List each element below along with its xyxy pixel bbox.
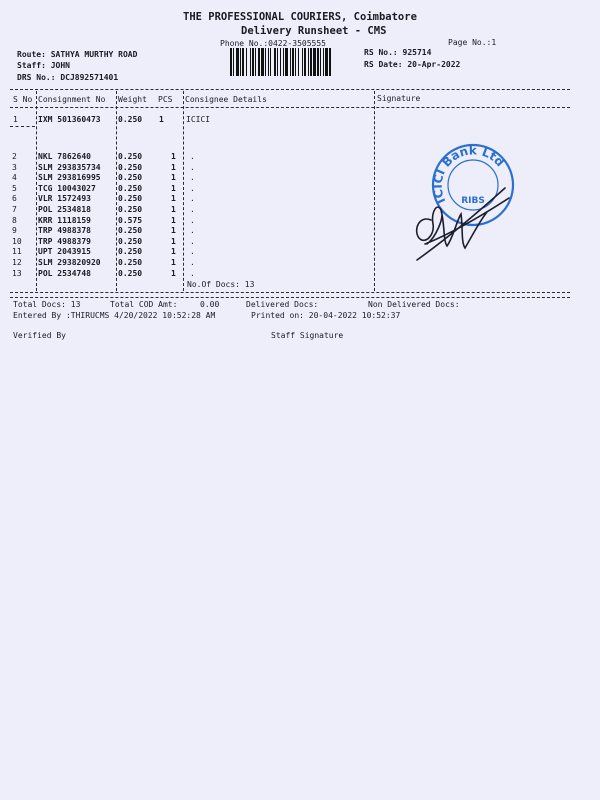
barcode-bar	[233, 48, 234, 76]
barcode-bar	[255, 48, 256, 76]
barcode-bar	[258, 48, 260, 76]
table-row	[12, 269, 226, 280]
row-consignment: SLM 293835734	[38, 162, 101, 172]
row-pcs: 1	[171, 215, 176, 225]
barcode-bar	[242, 48, 244, 76]
company-title: THE PROFESSIONAL COURIERS, Coimbatore	[183, 11, 417, 23]
barcode-bar	[329, 48, 331, 76]
row-consignment: NKL 7862640	[38, 152, 91, 161]
stamp-code: RIBS	[461, 196, 485, 206]
row-pcs: 1	[171, 204, 176, 214]
barcode-bar	[240, 48, 241, 76]
col-consignee: Consignee Details	[185, 95, 267, 104]
barcode-bar	[295, 48, 296, 76]
no-of-docs: No.Of Docs: 13	[187, 280, 255, 289]
consignment-table	[12, 152, 226, 279]
table-footer-separator	[10, 297, 570, 298]
col-signature: Signature	[377, 94, 421, 103]
phone-number: Phone No.:0422-3505555	[220, 39, 326, 48]
barcode-bar	[274, 48, 276, 76]
runsheet-subtitle: Delivery Runsheet - CMS	[241, 25, 387, 37]
row-pcs: 1	[171, 183, 176, 193]
row-sno: 2	[12, 152, 17, 161]
non-delivered-docs: Non Delivered Docs:	[368, 300, 460, 309]
row-pcs: 1	[171, 247, 176, 257]
col-pcs: PCS	[158, 95, 173, 104]
row-consignment: TCG 10043027	[38, 183, 96, 193]
row-consignee: .	[190, 226, 195, 236]
row-sno: 6	[12, 194, 17, 204]
col-consignment: Consignment No	[38, 95, 106, 104]
col-sno: S No	[13, 95, 33, 104]
barcode-bar	[283, 48, 284, 76]
row-consignee: .	[190, 194, 195, 204]
row-consignee: .	[190, 183, 195, 193]
row-pcs: 1	[171, 162, 176, 172]
barcode-bar	[285, 48, 288, 76]
row-weight: 0.250	[118, 162, 143, 172]
row-consignment: SLM 293820920	[38, 257, 101, 267]
table-row	[12, 205, 226, 216]
table-footer-separator	[10, 292, 570, 293]
barcode-bar	[317, 48, 319, 76]
total-cod-label: Total COD Amt:	[110, 300, 178, 309]
stamp-text: ICICI Bank Ltd	[430, 143, 508, 206]
barcode-bar	[325, 48, 328, 76]
page-number: Page No.:1	[448, 38, 497, 47]
handwritten-signature	[405, 180, 515, 265]
row-weight: 0.250	[118, 173, 143, 183]
row-pcs: 1	[171, 194, 176, 204]
row-weight: 0.250	[118, 152, 143, 161]
row-consignment: VLR 1572493	[38, 194, 91, 204]
row-consignee: .	[190, 162, 195, 172]
column-header-separator	[10, 107, 570, 108]
table-row	[12, 226, 226, 237]
col-weight: Weight	[118, 95, 147, 104]
row-sno: 11	[12, 247, 22, 257]
row-pcs: 1	[171, 226, 176, 236]
total-cod-value: 0.00	[200, 300, 220, 309]
row-consignment: SLM 293816995	[38, 173, 101, 183]
rs-number: RS No.: 925714	[364, 48, 432, 57]
row-consignment: KRR 1118159	[38, 215, 91, 225]
row-sno: 7	[12, 204, 17, 214]
barcode-bar	[290, 48, 291, 76]
printed-on: Printed on: 20-04-2022 10:52:37	[251, 311, 401, 320]
route: Route: SATHYA MURTHY ROAD	[17, 50, 138, 59]
barcode-bar	[270, 48, 271, 76]
row-separator	[10, 126, 35, 127]
row-consignment: POL 2534818	[38, 204, 91, 214]
row1-sno: 1	[13, 115, 18, 124]
barcode-bar	[265, 48, 266, 76]
row-sno: 13	[12, 268, 22, 278]
row-weight: 0.250	[118, 226, 143, 236]
row-sno: 10	[12, 236, 22, 246]
barcode-bar	[310, 48, 312, 76]
barcode-bar	[323, 48, 324, 76]
row-weight: 0.250	[118, 183, 143, 193]
table-row	[12, 173, 226, 184]
row-weight: 0.250	[118, 247, 143, 257]
row-pcs: 1	[171, 152, 176, 161]
row-consignment: POL 2534748	[38, 268, 91, 278]
verified-by: Verified By	[13, 331, 66, 340]
delivered-docs: Delivered Docs:	[246, 300, 319, 309]
row-consignee: .	[190, 247, 195, 257]
barcode-bar	[268, 48, 269, 76]
row-pcs: 1	[171, 236, 176, 246]
entered-by: Entered By :THIRUCMS 4/20/2022 10:52:28 AM	[13, 311, 216, 320]
header-separator	[10, 89, 570, 90]
row-weight: 0.250	[118, 236, 143, 246]
row-consignment: TRP 4988378	[38, 226, 91, 236]
table-row	[12, 184, 226, 195]
table-row	[12, 247, 226, 258]
barcode-bar	[261, 48, 264, 76]
drs-number: DRS No.: DCJ892571401	[17, 73, 119, 82]
barcode-bar	[298, 48, 299, 76]
barcode-bar	[304, 48, 306, 76]
barcode-bar	[308, 48, 309, 76]
barcode-bar	[320, 48, 321, 76]
table-row	[12, 216, 226, 227]
row1-consignee: ICICI	[186, 115, 211, 124]
row-sno: 8	[12, 215, 17, 225]
row-weight: 0.250	[118, 257, 143, 267]
col-divider	[374, 91, 375, 291]
row-sno: 5	[12, 183, 17, 193]
table-row	[12, 237, 226, 248]
row-consignee: .	[190, 268, 195, 278]
row-pcs: 1	[171, 173, 176, 183]
row-consignee: .	[190, 204, 195, 214]
barcode-bar	[252, 48, 254, 76]
row-weight: 0.250	[118, 194, 143, 204]
staff: Staff: JOHN	[17, 61, 70, 70]
staff-signature: Staff Signature	[271, 331, 344, 340]
table-row	[12, 152, 226, 163]
row-weight: 0.250	[118, 268, 143, 278]
table-row	[12, 163, 226, 174]
row1-consignment: IXM 501360473	[38, 115, 101, 124]
row-weight: 0.250	[118, 204, 143, 214]
row-sno: 9	[12, 226, 17, 236]
row1-weight: 0.250	[118, 115, 143, 124]
row-consignee: .	[190, 215, 195, 225]
barcode-bar	[292, 48, 294, 76]
table-row	[12, 194, 226, 205]
table-row	[12, 258, 226, 269]
barcode-bar	[250, 48, 251, 76]
row-consignee: .	[190, 257, 195, 267]
row-consignment: TRP 4988379	[38, 236, 91, 246]
row-pcs: 1	[171, 268, 176, 278]
rs-date: RS Date: 20-Apr-2022	[364, 60, 461, 69]
barcode-bar	[246, 48, 247, 76]
barcode-bar	[302, 48, 303, 76]
row1-pcs: 1	[159, 115, 164, 124]
barcode-bar	[230, 48, 232, 76]
row-consignment: UPT 2043915	[38, 247, 91, 257]
barcode-bar	[280, 48, 281, 76]
row-consignee: .	[190, 236, 195, 246]
barcode-bar	[236, 48, 239, 76]
barcode-bar	[277, 48, 278, 76]
row-weight: 0.575	[118, 215, 143, 225]
row-consignee: .	[190, 152, 195, 161]
row-sno: 3	[12, 162, 17, 172]
total-docs: Total Docs: 13	[13, 300, 81, 309]
row-pcs: 1	[171, 257, 176, 267]
row-sno: 12	[12, 257, 22, 267]
row-consignee: .	[190, 173, 195, 183]
barcode-bar	[313, 48, 316, 76]
barcode-image	[230, 48, 360, 76]
row-sno: 4	[12, 173, 17, 183]
